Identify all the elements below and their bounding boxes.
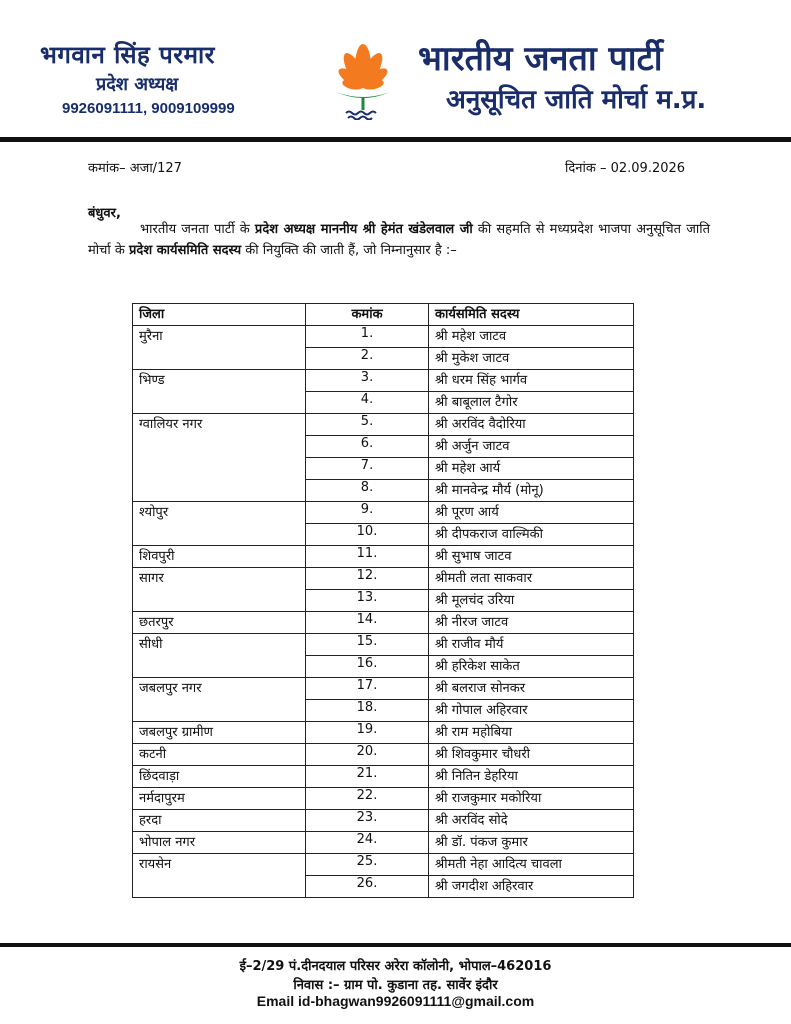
district-cell: छिंदवाड़ा bbox=[133, 766, 306, 788]
greeting: बंधुवर, bbox=[88, 206, 121, 221]
letter-body bbox=[88, 219, 710, 261]
district-cell: छतरपुर bbox=[133, 612, 306, 634]
header-divider bbox=[0, 137, 791, 142]
members-table bbox=[132, 303, 634, 898]
table-header-row bbox=[133, 304, 634, 326]
table-row bbox=[133, 788, 634, 810]
table-row bbox=[133, 678, 634, 700]
district-cell bbox=[133, 590, 306, 612]
member-cell: श्री राजीव मौर्य bbox=[429, 634, 634, 656]
serial-cell: 22. bbox=[306, 788, 429, 810]
district-cell bbox=[133, 458, 306, 480]
member-cell: श्री राजकुमार मकोरिया bbox=[429, 788, 634, 810]
serial-cell: 10. bbox=[306, 524, 429, 546]
serial-cell: 3. bbox=[306, 370, 429, 392]
district-cell bbox=[133, 876, 306, 898]
district-cell bbox=[133, 656, 306, 678]
serial-cell: 2. bbox=[306, 348, 429, 370]
table-row bbox=[133, 370, 634, 392]
serial-cell: 1. bbox=[306, 326, 429, 348]
serial-cell: 4. bbox=[306, 392, 429, 414]
table-row bbox=[133, 722, 634, 744]
district-cell bbox=[133, 436, 306, 458]
reference-number: कमांक– अजा/127 bbox=[88, 161, 182, 176]
district-cell bbox=[133, 524, 306, 546]
district-cell: मुरैना bbox=[133, 326, 306, 348]
district-cell: ग्वालियर नगर bbox=[133, 414, 306, 436]
serial-cell: 13. bbox=[306, 590, 429, 612]
serial-cell: 14. bbox=[306, 612, 429, 634]
district-cell bbox=[133, 348, 306, 370]
serial-cell: 8. bbox=[306, 480, 429, 502]
district-cell: श्योपुर bbox=[133, 502, 306, 524]
party-name: भारतीय जनता पार्टी bbox=[418, 39, 663, 79]
serial-cell: 23. bbox=[306, 810, 429, 832]
member-cell: श्री नीरज जाटव bbox=[429, 612, 634, 634]
table-row bbox=[133, 502, 634, 524]
district-cell: भोपाल नगर bbox=[133, 832, 306, 854]
serial-cell: 17. bbox=[306, 678, 429, 700]
table-row bbox=[133, 590, 634, 612]
district-cell: नर्मदापुरम bbox=[133, 788, 306, 810]
serial-cell: 6. bbox=[306, 436, 429, 458]
member-cell: श्री हरिकेश साकेत bbox=[429, 656, 634, 678]
table-row bbox=[133, 832, 634, 854]
member-cell: श्री बाबूलाल टैगोर bbox=[429, 392, 634, 414]
residence-address: निवास :– ग्राम पो. कुडाना तह. सावेंर इंदौर bbox=[293, 978, 498, 993]
sender-phones: 9926091111, 9009109999 bbox=[62, 100, 235, 117]
table-row bbox=[133, 810, 634, 832]
member-cell: श्रीमती नेहा आदित्य चावला bbox=[429, 854, 634, 876]
table-row bbox=[133, 612, 634, 634]
table-row bbox=[133, 766, 634, 788]
member-cell: श्रीमती लता साकवार bbox=[429, 568, 634, 590]
member-cell: श्री मूलचंद उरिया bbox=[429, 590, 634, 612]
serial-cell: 21. bbox=[306, 766, 429, 788]
table-row bbox=[133, 326, 634, 348]
district-cell: रायसेन bbox=[133, 854, 306, 876]
body-bold-2: प्रदेश कार्यसमिति सदस्य bbox=[129, 243, 242, 258]
table-row bbox=[133, 392, 634, 414]
member-cell: श्री पूरण आर्य bbox=[429, 502, 634, 524]
member-cell: श्री मानवेन्द्र मौर्य (मोनू) bbox=[429, 480, 634, 502]
lotus-icon bbox=[316, 40, 410, 120]
table-row bbox=[133, 348, 634, 370]
member-cell: श्री शिवकुमार चौधरी bbox=[429, 744, 634, 766]
district-cell bbox=[133, 480, 306, 502]
district-cell: शिवपुरी bbox=[133, 546, 306, 568]
serial-cell: 7. bbox=[306, 458, 429, 480]
table-row bbox=[133, 524, 634, 546]
morcha-name: अनुसूचित जाति मोर्चा म.प्र. bbox=[446, 85, 707, 115]
member-cell: श्री सुभाष जाटव bbox=[429, 546, 634, 568]
table-row bbox=[133, 568, 634, 590]
table-row bbox=[133, 458, 634, 480]
member-cell: श्री राम महोबिया bbox=[429, 722, 634, 744]
header-district: जिला bbox=[133, 304, 306, 326]
sender-post: प्रदेश अध्यक्ष bbox=[96, 74, 179, 95]
footer-divider bbox=[0, 943, 791, 947]
district-cell bbox=[133, 700, 306, 722]
table-row bbox=[133, 656, 634, 678]
member-cell: श्री मुकेश जाटव bbox=[429, 348, 634, 370]
district-cell: हरदा bbox=[133, 810, 306, 832]
serial-cell: 12. bbox=[306, 568, 429, 590]
header-member: कार्यसमिति सदस्य bbox=[429, 304, 634, 326]
table-row bbox=[133, 700, 634, 722]
table-row bbox=[133, 876, 634, 898]
district-cell: कटनी bbox=[133, 744, 306, 766]
member-cell: श्री अर्जुन जाटव bbox=[429, 436, 634, 458]
member-cell: श्री अरविंद वैदोरिया bbox=[429, 414, 634, 436]
district-cell: जबलपुर नगर bbox=[133, 678, 306, 700]
member-cell: श्री बलराज सोनकर bbox=[429, 678, 634, 700]
district-cell: सागर bbox=[133, 568, 306, 590]
member-cell: श्री गोपाल अहिरवार bbox=[429, 700, 634, 722]
table-row bbox=[133, 414, 634, 436]
district-cell: सीधी bbox=[133, 634, 306, 656]
sender-name: भगवान सिंह परमार bbox=[40, 41, 215, 69]
header-serial: कमांक bbox=[306, 304, 429, 326]
member-cell: श्री नितिन डेहरिया bbox=[429, 766, 634, 788]
serial-cell: 19. bbox=[306, 722, 429, 744]
member-cell: श्री अरविंद सोदे bbox=[429, 810, 634, 832]
member-cell: श्री महेश जाटव bbox=[429, 326, 634, 348]
district-cell: जबलपुर ग्रामीण bbox=[133, 722, 306, 744]
district-cell bbox=[133, 392, 306, 414]
serial-cell: 15. bbox=[306, 634, 429, 656]
serial-cell: 11. bbox=[306, 546, 429, 568]
body-text-2: की सहमति से मध्यप्रदेश भाजपा अनुसूचित जाति मोर्चा के bbox=[88, 222, 710, 258]
serial-cell: 5. bbox=[306, 414, 429, 436]
serial-cell: 16. bbox=[306, 656, 429, 678]
body-text-3: की नियुक्ति की जाती हैं, जो निम्नानुसार है :– bbox=[245, 243, 457, 258]
serial-cell: 9. bbox=[306, 502, 429, 524]
serial-cell: 24. bbox=[306, 832, 429, 854]
table-row bbox=[133, 480, 634, 502]
table-row bbox=[133, 854, 634, 876]
body-text-1: भारतीय जनता पार्टी के bbox=[140, 222, 250, 237]
member-cell: श्री धरम सिंह भार्गव bbox=[429, 370, 634, 392]
table-row bbox=[133, 744, 634, 766]
district-cell: भिण्ड bbox=[133, 370, 306, 392]
member-cell: श्री दीपकराज वाल्मिकी bbox=[429, 524, 634, 546]
table-row bbox=[133, 634, 634, 656]
email-address: Email id-bhagwan9926091111@gmail.com bbox=[256, 993, 535, 1009]
letter-date: दिनांक – 02.09.2026 bbox=[565, 161, 686, 176]
member-cell: श्री जगदीश अहिरवार bbox=[429, 876, 634, 898]
serial-cell: 18. bbox=[306, 700, 429, 722]
office-address: ई–2/29 पं.दीनदयाल परिसर अरेरा कॉलोनी, भोपाल–462016 bbox=[239, 959, 552, 974]
table-row bbox=[133, 436, 634, 458]
member-cell: श्री महेश आर्य bbox=[429, 458, 634, 480]
body-bold-1: प्रदेश अध्यक्ष माननीय श्री हेमंत खंडेलवाल जी bbox=[254, 222, 473, 237]
table-row bbox=[133, 546, 634, 568]
serial-cell: 25. bbox=[306, 854, 429, 876]
member-cell: श्री डॉ. पंकज कुमार bbox=[429, 832, 634, 854]
serial-cell: 26. bbox=[306, 876, 429, 898]
serial-cell: 20. bbox=[306, 744, 429, 766]
